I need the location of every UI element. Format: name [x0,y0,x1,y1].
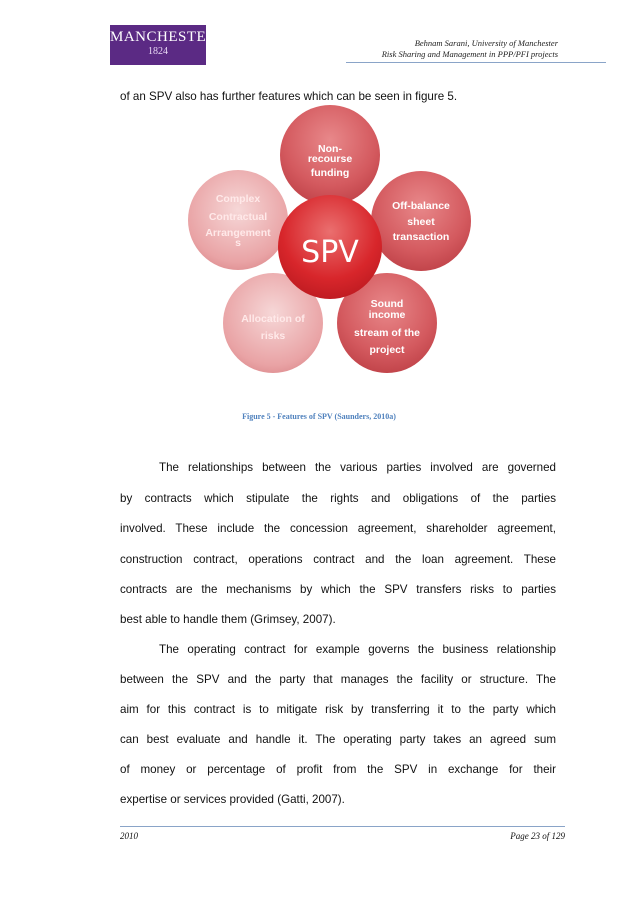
node0-line0: Non- [318,143,342,155]
body-line-9: aim for this contract is to mitigate risk by transferring it to the party which [120,703,556,716]
center-label: SPV [301,235,359,270]
node0-line2: funding [310,167,350,179]
node4-line1: Contractual [208,211,268,223]
body-line-2: by contracts which stipulate the rights and obligations of the parties [120,492,556,505]
body-line-3: involved. These include the concession agreement, shareholder agreement, [120,522,556,535]
header-author: Behnam Sarani, University of Manchester [414,38,558,48]
node2-line1: income [368,309,406,321]
node3-line0: Allocation of [241,313,305,325]
logo-name: MANCHESTER [110,29,217,45]
node4-line2: Arrangement [205,227,271,239]
body-line-10: can best evaluate and handle it. The operating party takes an agreed sum [120,733,556,746]
header-title: Risk Sharing and Management in PPP/PFI projects [381,49,558,59]
node0-line1: recourse [307,153,353,165]
body-line-5: contracts are the mechanisms by which the SPV transfers risks to parties [120,583,556,596]
node2-line2: stream of the [354,327,420,339]
body-line-11: of money or percentage of profit from the SPV in exchange for their [120,763,556,776]
body-line-8: between the SPV and the party that manages the facility or structure. The [120,673,556,686]
footer-divider [120,826,565,827]
body-line-7: The operating contract for example governs the business relationship [159,643,556,656]
node2-line3: project [369,344,405,356]
footer-year: 2010 [120,831,138,841]
node1-line0: Off-balance [392,200,450,212]
logo-year: 1824 [148,46,168,57]
node4-line3: s [235,237,241,249]
figure-caption: Figure 5 - Features of SPV (Saunders, 2010a) [242,412,396,421]
node1-line2: transaction [392,231,450,243]
body-line-6: best able to handle them (Grimsey, 2007). [120,613,336,626]
body-line-1: The relationships between the various parties involved are governed [159,461,556,474]
node4-line0: Complex [215,193,261,205]
body-line-12: expertise or services provided (Gatti, 2007). [120,793,345,806]
intro-line: of an SPV also has further features which can be seen in figure 5. [120,90,458,103]
page-number: Page 23 of 129 [510,831,565,841]
node1-line1: sheet [407,216,435,228]
node2-line0: Sound [370,298,404,310]
node3-line1: risks [260,330,286,342]
body-line-4: construction contract, operations contract and the loan agreement. These [120,553,556,566]
